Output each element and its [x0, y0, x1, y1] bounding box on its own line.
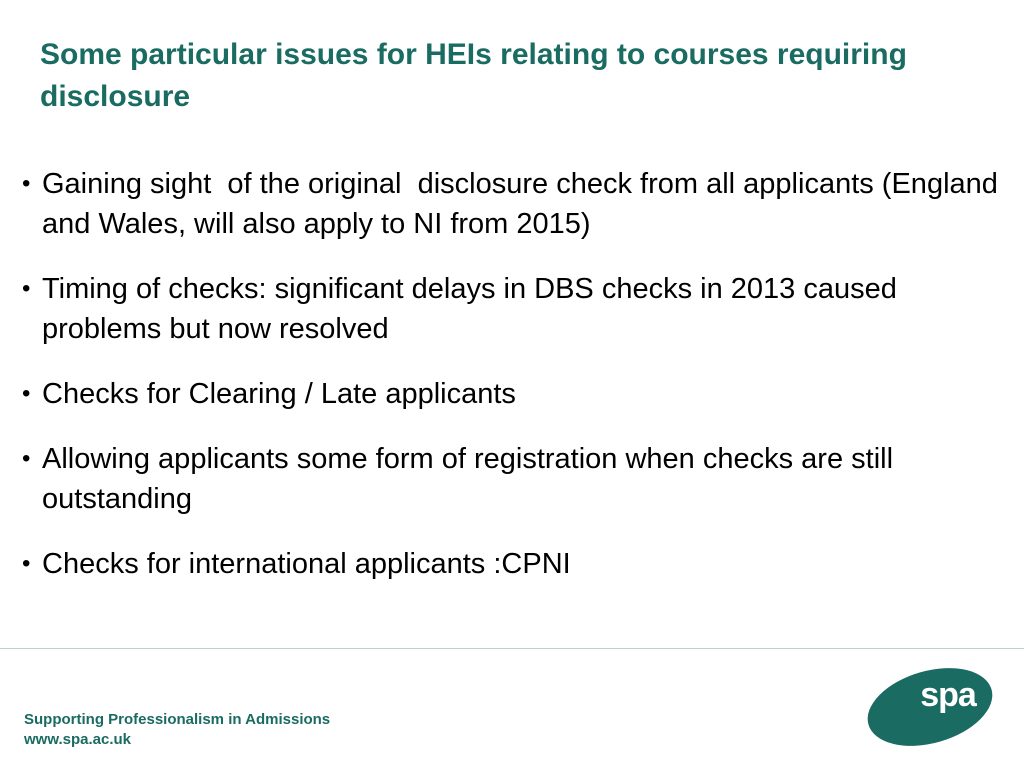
bullet-text: Gaining sight of the original disclosure check from all applicants (England and Wales, will also apply to NI from 2015): [42, 168, 1006, 240]
footer-url-link[interactable]: www.spa.ac.uk: [24, 731, 131, 748]
bullet-item: [22, 374, 1012, 414]
spa-logo: [864, 664, 998, 750]
bullet-text: Checks for international applicants :CPNI: [42, 548, 571, 580]
footer-divider: [0, 648, 1024, 649]
bullet-text: Checks for Clearing / Late applicants: [42, 378, 516, 410]
slide-title: Some particular issues for HEIs relating to courses requiring disclosure: [40, 38, 907, 113]
footer-tagline: Supporting Professionalism in Admissions: [24, 711, 331, 728]
bullet-text: Timing of checks: significant delays in DBS checks in 2013 caused problems but now resolved: [42, 273, 905, 345]
bullet-text: Allowing applicants some form of registration when checks are still outstanding: [42, 443, 902, 515]
bullet-marker: •: [22, 275, 31, 302]
bullet-item: [22, 439, 1012, 519]
bullet-marker: •: [22, 550, 31, 577]
bullet-item: [22, 269, 1012, 349]
bullet-item: [22, 544, 1012, 584]
bullet-marker: •: [22, 380, 31, 407]
bullet-list: [22, 164, 1012, 609]
bullet-item: [22, 164, 1012, 244]
bullet-marker: •: [22, 170, 31, 197]
spa-logo-text: spa: [920, 676, 976, 714]
bullet-marker: •: [22, 445, 31, 472]
